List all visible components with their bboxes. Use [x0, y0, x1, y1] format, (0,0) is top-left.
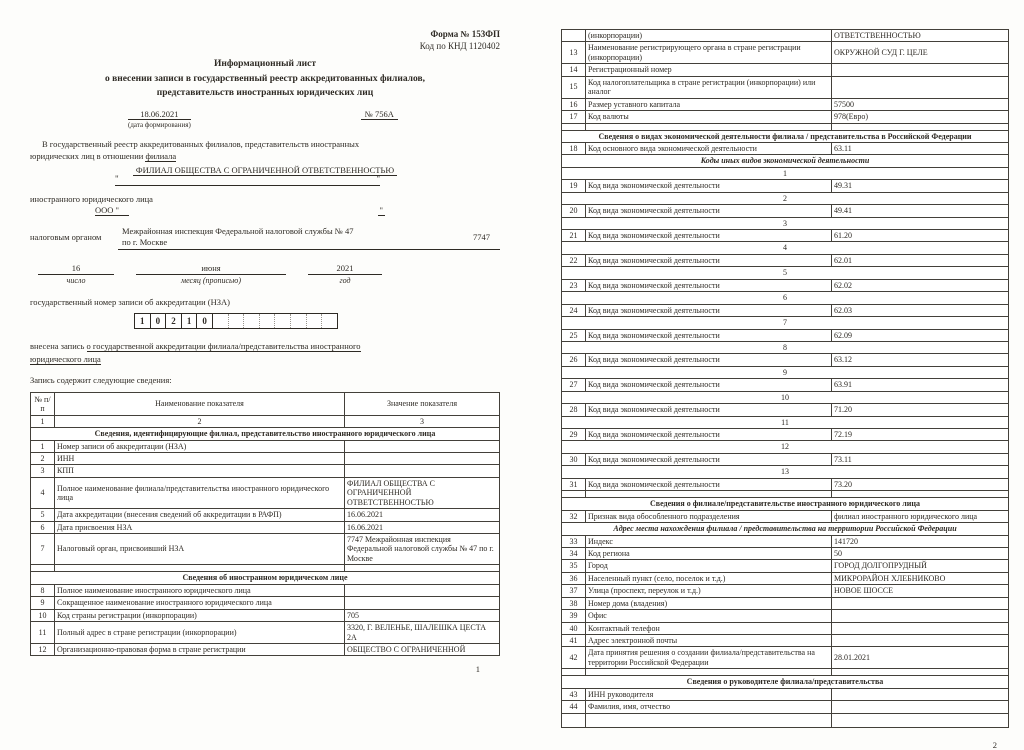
- row-number: 18: [562, 142, 586, 154]
- table-row: [562, 230, 1009, 242]
- date-day: 16: [38, 263, 114, 275]
- section-header: Сведения, идентифицирующие филиал, представительство иностранного юридического лица: [31, 428, 500, 440]
- row-number: 42: [562, 647, 586, 669]
- title-line-1: Информационный лист: [213, 59, 317, 70]
- nza-digit-cell: [244, 314, 260, 328]
- page-number: 2: [992, 739, 997, 750]
- table-row: [31, 534, 500, 565]
- row-label: Код страны регистрации (инкорпорации): [55, 609, 345, 621]
- row-number: 15: [562, 76, 586, 98]
- row-number: 17: [562, 111, 586, 123]
- row-value: 62.02: [832, 279, 1009, 291]
- empty-row: [562, 123, 1009, 130]
- knd-code: Код по КНД 1120402: [419, 41, 500, 52]
- row-label: Код вида экономической деятельности: [586, 279, 832, 291]
- row-value: 3320, Г. ВЕЛЕНЬЕ, ШАЛЕШКА ЦЕСТА 2А: [345, 622, 500, 644]
- row-number: 41: [562, 635, 586, 647]
- intro-line-2: юридических лиц в отношении филиала: [30, 150, 177, 161]
- row-value: [832, 701, 1009, 713]
- date-and-number-row: [30, 109, 500, 129]
- branch-name: ФИЛИАЛ ОБЩЕСТВА С ОГРАНИЧЕННОЙ ОТВЕТСТВЕННОСТЬЮ: [30, 165, 500, 175]
- row-number: 27: [562, 379, 586, 391]
- counter-row: [562, 441, 1009, 453]
- row-value: ОКРУЖНОЙ СУД Г. ЦЕЛЕ: [832, 42, 1009, 64]
- formation-date: 18.06.2021: [128, 109, 191, 120]
- nza-digit-cell: [291, 314, 307, 328]
- row-value: [832, 597, 1009, 609]
- row-label: КПП: [55, 465, 345, 477]
- row-number: 10: [31, 609, 55, 621]
- document-number: № 756А: [361, 109, 398, 120]
- nza-digit-cell: 0: [197, 314, 213, 328]
- row-label: Код валюты: [586, 111, 832, 123]
- row-label: Код вида экономической деятельности: [586, 254, 832, 266]
- row-number: 19: [562, 180, 586, 192]
- row-number: 32: [562, 510, 586, 522]
- table-row: [562, 279, 1009, 291]
- table-row: [31, 643, 500, 655]
- row-label: Код вида экономической деятельности: [586, 379, 832, 391]
- row-value: 141720: [832, 535, 1009, 547]
- table-row: [31, 584, 500, 596]
- row-label: Регистрационный номер: [586, 64, 832, 76]
- row-number: 22: [562, 254, 586, 266]
- counter-row: [562, 292, 1009, 304]
- details-table-page-1: [30, 392, 500, 656]
- empty-row: [562, 713, 1009, 727]
- tax-authority-code: 7747: [473, 232, 490, 243]
- form-header: [30, 28, 500, 52]
- intro-paragraph: [30, 139, 500, 163]
- accreditation-date-row: [38, 263, 500, 285]
- row-number: 16: [562, 98, 586, 110]
- record-text: [30, 340, 500, 366]
- row-label: Код вида экономической деятельности: [586, 429, 832, 441]
- row-number: 25: [562, 329, 586, 341]
- row-value: 62.03: [832, 304, 1009, 316]
- row-number: 7: [31, 534, 55, 565]
- row-label: Сокращенное наименование иностранного юридического лица: [55, 597, 345, 609]
- row-value: [345, 465, 500, 477]
- row-label: Контактный телефон: [586, 622, 832, 634]
- counter-value: 11: [562, 416, 1009, 428]
- row-value: [832, 76, 1009, 98]
- row-number: 29: [562, 429, 586, 441]
- counter-row: [562, 267, 1009, 279]
- title-line-2: о внесении записи в государственный реестр аккредитованных филиалов,: [104, 73, 426, 84]
- record-line-2: юридического лица: [30, 353, 101, 364]
- counter-value: 6: [562, 292, 1009, 304]
- row-label: Код региона: [586, 547, 832, 559]
- row-number: 37: [562, 585, 586, 597]
- row-number: 28: [562, 404, 586, 416]
- counter-row: [562, 416, 1009, 428]
- row-value: [345, 584, 500, 596]
- nza-digit-cell: 2: [166, 314, 182, 328]
- table-row: [562, 404, 1009, 416]
- tax-authority-label: налоговым органом: [30, 231, 102, 242]
- nza-digit-cell: [260, 314, 276, 328]
- row-label: (инкорпорации): [586, 30, 832, 42]
- nza-digit-boxes: [134, 313, 338, 329]
- table-row: [562, 379, 1009, 391]
- row-number: 35: [562, 560, 586, 572]
- table-row: [562, 254, 1009, 266]
- counter-value: 7: [562, 317, 1009, 329]
- row-label: Наименование регистрирующего органа в стране регистрации (инкорпорации): [586, 42, 832, 64]
- table-row: [562, 688, 1009, 700]
- row-number: 23: [562, 279, 586, 291]
- section-header-row: [562, 130, 1009, 142]
- row-value: 57500: [832, 98, 1009, 110]
- row-number: 6: [31, 521, 55, 533]
- counter-row: [562, 391, 1009, 403]
- row-label: Код вида экономической деятельности: [586, 453, 832, 465]
- intro-line-1: В государственный реестр аккредитованных филиалов, представительств иностранных: [42, 139, 360, 150]
- nza-digit-cell: 1: [135, 314, 151, 328]
- date-year: 2021: [308, 263, 382, 275]
- counter-value: 1: [562, 167, 1009, 179]
- date-month-label: месяц (прописью): [181, 275, 241, 285]
- counter-row: [562, 217, 1009, 229]
- row-value: ОБЩЕСТВО С ОГРАНИЧЕННОЙ: [345, 643, 500, 655]
- table-row: [31, 622, 500, 644]
- formation-date-block: [128, 109, 191, 129]
- row-label: Дата принятия решения о создании филиала/представительства на территории Российской Федерации: [586, 647, 832, 669]
- row-number: 34: [562, 547, 586, 559]
- section-header: Сведения о видах экономической деятельности филиала / представительства в Российской Федерации: [562, 130, 1009, 142]
- table-row: [562, 205, 1009, 217]
- row-label: Код вида экономической деятельности: [586, 329, 832, 341]
- row-number: 13: [562, 42, 586, 64]
- row-value: 63.91: [832, 379, 1009, 391]
- row-value: [345, 452, 500, 464]
- title-line-3: представительств иностранных юридических лиц: [156, 87, 374, 98]
- table-row: [562, 701, 1009, 713]
- row-label: Код вида экономической деятельности: [586, 404, 832, 416]
- table-row: [562, 142, 1009, 154]
- row-number: 44: [562, 701, 586, 713]
- counter-value: 13: [562, 466, 1009, 478]
- row-value: [832, 64, 1009, 76]
- table-row: [31, 465, 500, 477]
- row-value: 28.01.2021: [832, 647, 1009, 669]
- row-label: Дата присвоения НЗА: [55, 521, 345, 533]
- row-value: 62.01: [832, 254, 1009, 266]
- row-value: 72.19: [832, 429, 1009, 441]
- tax-authority-line-1: Межрайонная инспекция Федеральной налоговой службы № 47: [122, 225, 354, 236]
- row-number: 36: [562, 572, 586, 584]
- row-number: 38: [562, 597, 586, 609]
- underlined-word: филиала: [145, 150, 177, 161]
- row-label: Налоговый орган, присвоивший НЗА: [55, 534, 345, 565]
- table-row: [31, 597, 500, 609]
- row-label: Населенный пункт (село, поселок и т.д.): [586, 572, 832, 584]
- table-row: [562, 64, 1009, 76]
- row-value: [832, 635, 1009, 647]
- header-num: № п/п: [31, 393, 55, 416]
- table-row: [562, 585, 1009, 597]
- empty-row: [31, 565, 500, 572]
- row-label: Полное наименование иностранного юридического лица: [55, 584, 345, 596]
- row-label: Код вида экономической деятельности: [586, 304, 832, 316]
- row-label: Размер уставного капитала: [586, 98, 832, 110]
- counter-row: [562, 466, 1009, 478]
- table-row: [562, 429, 1009, 441]
- row-label: Код вида экономической деятельности: [586, 354, 832, 366]
- tax-authority-line-2: по г. Москве: [122, 237, 168, 248]
- row-value: 50: [832, 547, 1009, 559]
- record-contains-label: Запись содержит следующие сведения:: [30, 375, 172, 386]
- row-value: 61.20: [832, 230, 1009, 242]
- row-value: 62.09: [832, 329, 1009, 341]
- counter-row: [562, 317, 1009, 329]
- date-day-label: число: [66, 275, 86, 285]
- row-number: 24: [562, 304, 586, 316]
- row-value: 63.11: [832, 142, 1009, 154]
- section-header: Сведения о руководителе филиала/представительства: [562, 676, 1009, 688]
- date-day-block: [38, 263, 114, 285]
- row-number: 30: [562, 453, 586, 465]
- document-page-2: [561, 22, 1009, 750]
- header-name: Наименование показателя: [55, 393, 345, 416]
- row-value: 63.12: [832, 354, 1009, 366]
- row-label: Индекс: [586, 535, 832, 547]
- row-value: филиал иностранного юридического лица: [832, 510, 1009, 522]
- date-month-block: [136, 263, 286, 285]
- row-value: 16.06.2021: [345, 509, 500, 521]
- document-title: [30, 57, 500, 100]
- counter-value: 10: [562, 391, 1009, 403]
- section-header-row: [562, 155, 1009, 167]
- table-row: [562, 635, 1009, 647]
- row-value: 16.06.2021: [345, 521, 500, 533]
- row-value: 49.31: [832, 180, 1009, 192]
- row-number: 2: [31, 452, 55, 464]
- row-label: Номер записи об аккредитации (НЗА): [55, 440, 345, 452]
- section-header-row: [562, 523, 1009, 535]
- counter-row: [562, 192, 1009, 204]
- row-value: ГОРОД ДОЛГОПРУДНЫЙ: [832, 560, 1009, 572]
- row-number: 14: [562, 64, 586, 76]
- ooo-close-quote: ": [379, 204, 383, 215]
- row-value: НОВОЕ ШОССЕ: [832, 585, 1009, 597]
- row-label: ИНН руководителя: [586, 688, 832, 700]
- section-header-row: [562, 498, 1009, 510]
- section-header: Сведения о филиале/представительстве иностранного юридического лица: [562, 498, 1009, 510]
- nza-digit-cell: [229, 314, 245, 328]
- ooo-text: ООО ": [95, 205, 129, 216]
- counter-value: 5: [562, 267, 1009, 279]
- counter-value: 12: [562, 441, 1009, 453]
- section-header: Сведения об иностранном юридическом лице: [31, 572, 500, 584]
- counter-value: 4: [562, 242, 1009, 254]
- empty-row: [562, 669, 1009, 676]
- row-value: 978(Евро): [832, 111, 1009, 123]
- counter-value: 2: [562, 192, 1009, 204]
- date-month: июня: [136, 263, 286, 275]
- row-value: 73.20: [832, 478, 1009, 490]
- table-row: [31, 609, 500, 621]
- row-number: 39: [562, 610, 586, 622]
- table-row: [31, 452, 500, 464]
- row-value: 7747 Межрайонная инспекция Федеральной налоговой службы № 47 по г. Москве: [345, 534, 500, 565]
- row-value: [832, 688, 1009, 700]
- nza-digit-cell: [213, 314, 229, 328]
- table-row: [562, 453, 1009, 465]
- row-value: ОТВЕТСТВЕННОСТЬЮ: [832, 30, 1009, 42]
- row-label: Полное наименование филиала/представительства иностранного юридического лица: [55, 477, 345, 508]
- table-row: [31, 521, 500, 533]
- row-number: 11: [31, 622, 55, 644]
- row-value: [345, 440, 500, 452]
- date-year-block: [308, 263, 382, 285]
- section-header: Коды иных видов экономической деятельности: [562, 155, 1009, 167]
- row-label: Код вида экономической деятельности: [586, 180, 832, 192]
- table-row: [562, 572, 1009, 584]
- close-quote: ": [376, 173, 380, 184]
- row-label: Код налогоплательщика в стране регистрации (инкорпорации) или аналог: [586, 76, 832, 98]
- form-number: Форма № 153ФП: [430, 29, 500, 39]
- document-page-1: [30, 28, 500, 674]
- row-number: 5: [31, 509, 55, 521]
- row-number: 40: [562, 622, 586, 634]
- row-label: ИНН: [55, 452, 345, 464]
- row-number: 31: [562, 478, 586, 490]
- row-label: Код вида экономической деятельности: [586, 205, 832, 217]
- row-number: 12: [31, 643, 55, 655]
- row-number: 1: [31, 440, 55, 452]
- nza-digit-cell: 1: [182, 314, 198, 328]
- nza-digit-cell: [322, 314, 337, 328]
- section-header-row: [31, 428, 500, 440]
- page-number: 1: [475, 664, 480, 675]
- nza-label: государственный номер записи об аккредитации (НЗА): [30, 296, 230, 307]
- row-number: 8: [31, 584, 55, 596]
- row-label: Фамилия, имя, отчество: [586, 701, 832, 713]
- row-value: 49.41: [832, 205, 1009, 217]
- table-row: [562, 180, 1009, 192]
- table-row: [562, 30, 1009, 42]
- record-line-1: внесена запись о государственной аккредитации филиала/представительства иностранного: [30, 340, 361, 351]
- nza-digit-cell: [307, 314, 323, 328]
- row-number: 33: [562, 535, 586, 547]
- row-number: 20: [562, 205, 586, 217]
- table-row: [562, 354, 1009, 366]
- empty-row: [562, 491, 1009, 498]
- row-number: 43: [562, 688, 586, 700]
- header-value: Значение показателя: [345, 393, 500, 416]
- date-year-label: год: [339, 275, 351, 285]
- counter-row: [562, 167, 1009, 179]
- column-number-row: 1 2 3: [31, 416, 500, 428]
- row-value: [832, 622, 1009, 634]
- row-label: Код вида экономической деятельности: [586, 478, 832, 490]
- row-label: Офис: [586, 610, 832, 622]
- row-label: Код вида экономической деятельности: [586, 230, 832, 242]
- tax-authority-value: [118, 226, 500, 250]
- table-row: [562, 597, 1009, 609]
- section-header: Адрес места нахождения филиала / представительства на территории Российской Федерации: [562, 523, 1009, 535]
- row-label: Улица (проспект, переулок и т.д.): [586, 585, 832, 597]
- company-name-blank-line: [115, 175, 380, 186]
- row-label: Полный адрес в стране регистрации (инкорпорации): [55, 622, 345, 644]
- table-row: [562, 111, 1009, 123]
- table-row: [562, 535, 1009, 547]
- table-row: [562, 547, 1009, 559]
- table-row: [562, 647, 1009, 669]
- row-label: Дата аккредитации (внесения сведений об аккредитации в РАФП): [55, 509, 345, 521]
- row-number: [562, 30, 586, 42]
- open-quote: ": [115, 173, 119, 184]
- table-row: [562, 304, 1009, 316]
- row-number: 9: [31, 597, 55, 609]
- table-row: [562, 510, 1009, 522]
- row-number: 4: [31, 477, 55, 508]
- counter-value: 9: [562, 366, 1009, 378]
- row-label: Адрес электронной почты: [586, 635, 832, 647]
- row-number: 26: [562, 354, 586, 366]
- section-header-row: [31, 572, 500, 584]
- tax-authority-row: [30, 226, 500, 250]
- section-header-row: [562, 676, 1009, 688]
- row-value: 71.20: [832, 404, 1009, 416]
- table-row: [562, 76, 1009, 98]
- table-row: [562, 610, 1009, 622]
- details-table-page-2: [561, 29, 1009, 728]
- table-row: [31, 477, 500, 508]
- counter-row: [562, 242, 1009, 254]
- table-header-row: [31, 393, 500, 416]
- counter-value: 3: [562, 217, 1009, 229]
- table-row: [562, 98, 1009, 110]
- table-row: [562, 329, 1009, 341]
- row-number: 21: [562, 230, 586, 242]
- row-label: Код основного вида экономической деятельности: [586, 142, 832, 154]
- ooo-line: [95, 205, 385, 216]
- row-value: МИКРОРАЙОН ХЛЕБНИКОВО: [832, 572, 1009, 584]
- row-value: 73.11: [832, 453, 1009, 465]
- formation-date-label: (дата формирования): [128, 121, 191, 130]
- table-row: [562, 478, 1009, 490]
- table-row: [31, 509, 500, 521]
- counter-row: [562, 341, 1009, 353]
- table-row: [562, 560, 1009, 572]
- row-value: ФИЛИАЛ ОБЩЕСТВА С ОГРАНИЧЕННОЙ ОТВЕТСТВЕННОСТЬЮ: [345, 477, 500, 508]
- row-label: Номер дома (владения): [586, 597, 832, 609]
- nza-digit-cell: [275, 314, 291, 328]
- row-label: Город: [586, 560, 832, 572]
- counter-row: [562, 366, 1009, 378]
- row-value: [345, 597, 500, 609]
- row-value: [832, 610, 1009, 622]
- row-value: 705: [345, 609, 500, 621]
- table-row: [562, 42, 1009, 64]
- foreign-entity-label: иностранного юридического лица: [30, 193, 153, 204]
- row-label: Организационно-правовая форма в стране регистрации: [55, 643, 345, 655]
- nza-digit-cell: 0: [151, 314, 167, 328]
- table-row: [562, 622, 1009, 634]
- counter-value: 8: [562, 341, 1009, 353]
- row-label: Признак вида обособленного подразделения: [586, 510, 832, 522]
- table-row: [31, 440, 500, 452]
- row-number: 3: [31, 465, 55, 477]
